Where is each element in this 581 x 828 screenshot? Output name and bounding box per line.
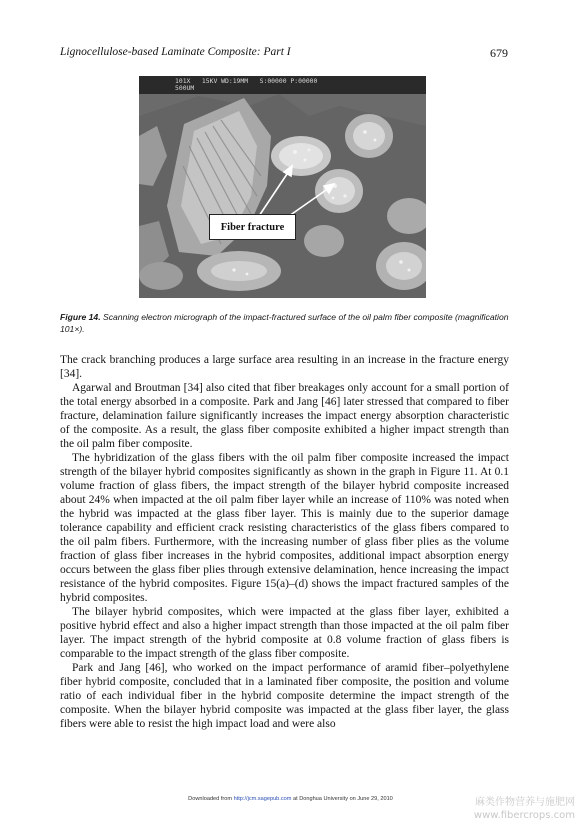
paragraph: The bilayer hybrid composites, which were impacted at the glass fiber layer, exhibited a positive hybrid effect and also a higher impact strength than those impacted at the oil palm fiber layer. The impact strength of the hybrid composite at 0.8 volume fraction of glass fibers is comparable to the impact strength of the glass fiber composite. [60,606,509,660]
footer-prefix: Downloaded from [188,796,234,802]
running-head [60,46,510,62]
page-number: 679 [490,46,508,60]
watermark [474,796,575,822]
footer-suffix: at Donghua University on June 29, 2010 [291,796,393,802]
paragraph: Agarwal and Broutman [34] also cited that fiber breakages only account for a small portion of the total energy absorbed in a composite. Park and Jang [46] later stressed that compared to fiber fracture, delamination failure significantly increases the impact energy absorption characteristic of the composite. As a result, the glass fiber composite exhibited a higher impact strength than the oil palm fiber composite. [60,382,509,450]
figure-caption [60,311,510,335]
caption-text: Scanning electron micrograph of the impact-fractured surface of the oil palm fiber composite (magnification 101×). [60,312,509,334]
watermark-line1: 麻类作物营养与施肥网 [475,797,575,808]
fiber-fracture-label: Fiber fracture [209,214,296,240]
sem-micrograph [139,76,426,298]
sem-info-bar [139,76,426,94]
paragraph: Park and Jang [46], who worked on the impact performance of aramid fiber–polyethylene fiber hybrid composite, concluded that in a laminated fiber composite, the position and volume ratio of each individual fiber in the hybrid composite determine the impact strength of the composite. When the bilayer hybrid composite was impacted at the glass fiber layer, the glass fibers were able to resist the high impact load and were also [60,662,509,730]
paragraph: The hybridization of the glass fibers with the oil palm fiber composite increased the impact strength of the bilayer hybrid composites significantly as shown in the graph in Figure 11. At 0.1 volume fraction of glass fibers, the impact strength of the bilayer hybrid composite increased about 24% when impacted at the oil palm fiber layer while an increase of 110% was noted when the hybrid was impacted at the glass fiber layer. This is mainly due to the superior damage tolerance capability and efficient crack resisting characteristics of the glass fibers compared to the oil palm fibers. Furthermore, with the increasing number of glass fiber plies as the volume fraction of glass fiber increases in the hybrid composites, additional impact absorption energy occurs between the glass fiber plies through extensive delamination, hence increasing the impact resistance of the hybrid composites. Figure 15(a)–(d) shows the impact fractured samples of the hybrid composites. [60,452,509,604]
sem-parameters: 101X 15KV WD:19MM S:00000 P:00000 [175,77,318,85]
micrograph-image [139,76,426,298]
watermark-line2: www.fibercrops.com [473,810,575,821]
sem-scale-label: 500UM [175,84,195,92]
footer-link[interactable]: http://jcm.sagepub.com [233,796,292,802]
running-title: Lignocellulose-based Laminate Composite: Part I [60,46,291,58]
caption-label: Figure 14. [60,312,101,322]
body-text [60,353,509,731]
paragraph: The crack branching produces a large surface area resulting in an increase in the fracture energy [34]. [60,354,509,380]
